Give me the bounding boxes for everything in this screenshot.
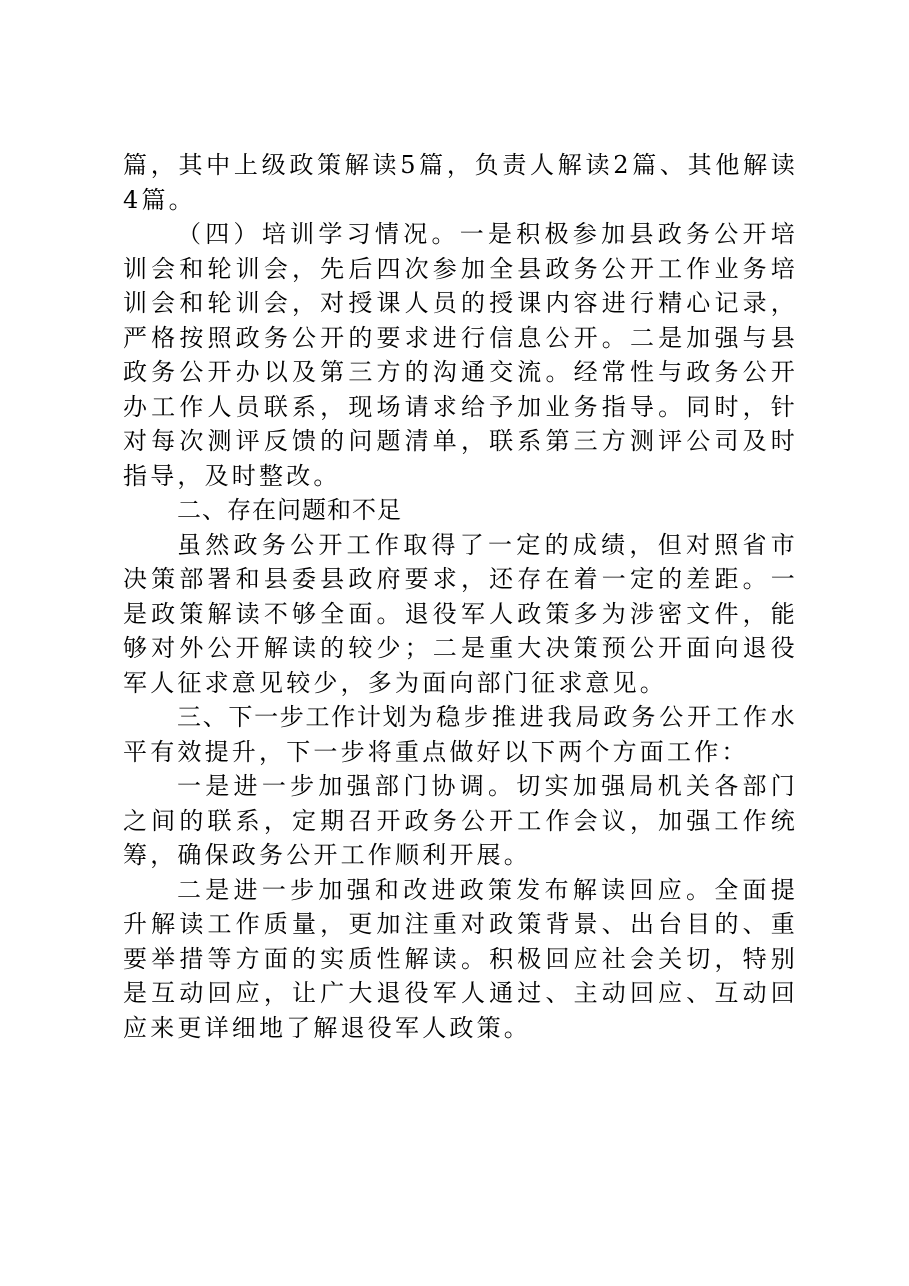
- section-heading-next-steps: 三、下一步工作计划: [177, 703, 409, 731]
- paragraph-training: （四）培训学习情况。一是积极参加县政务公开培训会和轮训会，先后四次参加全县政务公开工作业务培训会和轮训会，对授课人员的授课内容进行精心记录，严格按照政务公开的要求进行信息公开。二是加强与县政务公开办以及第三方的沟通交流。经常性与政务公开办工作人员联系，现场请求给予加业务指导。同时，针对每次测评反馈的问题清单，联系第三方测评公司及时指导，及时整改。: [123, 220, 798, 490]
- paragraph-continuation: 篇，其中上级政策解读5篇，负责人解读2篇、其他解读4篇。: [123, 151, 798, 214]
- paragraph-next-steps: [123, 700, 798, 769]
- paragraph-problems: 虽然政务公开工作取得了一定的成绩，但对照省市决策部署和县委县政府要求，还存在着一定的差距。一是政策解读不够全面。退役军人政策多为涉密文件，能够对外公开解读的较少；二是重大决策预公开面向退役军人征求意见较少，多为面向部门征求意见。: [123, 530, 798, 697]
- paragraph-coordination: 一是进一步加强部门协调。切实加强局机关各部门之间的联系，定期召开政务公开工作会议，加强工作统筹，确保政务公开工作顺利开展。: [123, 772, 798, 869]
- next-steps-intro: 为稳步推进我局政务公开工作水平有效提升，下一步将重点做好以下两个方面工作：: [123, 703, 798, 766]
- section-heading-problems: 二、存在问题和不足: [177, 496, 402, 524]
- document-body: [123, 148, 798, 1045]
- paragraph-interpretation: 二是进一步加强和改进政策发布解读回应。全面提升解读工作质量，更加注重对政策背景、出台目的、重要举措等方面的实质性解读。积极回应社会关切，特别是互动回应，让广大退役军人通过、主动回应、互动回应来更详细地了解退役军人政策。: [123, 875, 798, 1042]
